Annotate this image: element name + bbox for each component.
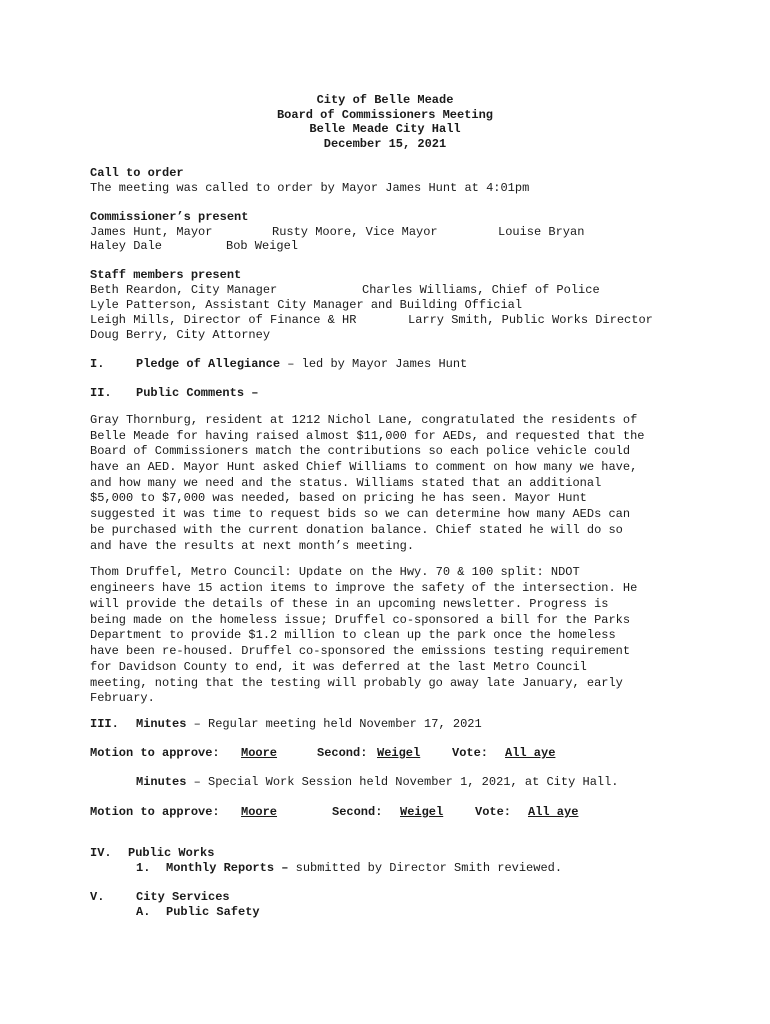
paragraph-line: $5,000 to $7,000 was needed, based on pricing he has seen. Mayor Hunt [90,491,587,505]
motion-vote-label: Vote: [475,805,512,819]
commissioner-name: Haley Dale [90,239,163,253]
header-meeting: Board of Commissioners Meeting [276,108,494,122]
paragraph-line: Belle Meade for having raised almost $11,000 for AEDs, and requested that the [90,429,645,443]
motion-mover: Moore [241,805,278,819]
call-to-order-text: The meeting was called to order by Mayor James Hunt at 4:01pm [90,181,530,195]
paragraph-line: will provide the details of these in an upcoming newsletter. Progress is [90,597,609,611]
minutes-sub-line [136,775,619,790]
minutes-line [136,717,482,732]
paragraph-line: have an AED. Mayor Hunt asked Chief Williams to comment on how many we have, [90,460,638,474]
subsection-number: A. [136,905,151,919]
subsection-title: Public Safety [166,905,260,919]
section-number: IV. [90,846,112,860]
header-city: City of Belle Meade [316,93,454,107]
paragraph-line: February. [90,691,155,705]
minutes-sub-title: Minutes [136,775,187,789]
header-location: Belle Meade City Hall [309,122,461,136]
minutes-sub-text: – Special Work Session held November 1, 2021, at City Hall. [186,775,619,789]
motion-second-label: Second: [317,746,368,760]
motion-mover: Moore [241,746,278,760]
section-number: V. [90,890,105,904]
section-number: II. [90,386,112,400]
commissioner-name: Rusty Moore, Vice Mayor [272,225,438,239]
commissioners-heading: Commissioner’s present [90,210,249,224]
section-number: III. [90,717,119,731]
staff-name: Charles Williams, Chief of Police [362,283,600,297]
section-title: Public Comments – [136,386,259,400]
paragraph-line: for Davidson County to end, it was deferred at the last Metro Council [90,660,587,674]
paragraph-line: being made on the homeless issue; Druffel co-sponsored a bill for the Parks [90,613,631,627]
call-to-order-heading: Call to order [90,166,184,180]
motion-vote: All aye [505,746,556,760]
staff-name: Doug Berry, City Attorney [90,328,271,342]
section-title: Minutes [136,717,187,731]
paragraph-line: Gray Thornburg, resident at 1212 Nichol Lane, congratulated the residents of [90,413,638,427]
motion-second: Weigel [377,746,421,760]
staff-name: Leigh Mills, Director of Finance & HR [90,313,357,327]
paragraph-line: Thom Druffel, Metro Council: Update on the Hwy. 70 & 100 split: NDOT [90,565,580,579]
item-title: Monthly Reports – [166,861,289,875]
pledge-line [136,357,467,372]
section-title: Public Works [128,846,215,860]
motion-second-label: Second: [332,805,383,819]
paragraph-line: be purchased with the current donation balance. Chief stated he will do so [90,523,623,537]
motion-label: Motion to approve: [90,805,220,819]
paragraph-line: and have the results at next month’s meeting. [90,539,415,553]
staff-name: Larry Smith, Public Works Director [408,313,653,327]
section-title: City Services [136,890,230,904]
paragraph-line: Department to provide $1.2 million to clean up the park once the homeless [90,628,616,642]
item-number: 1. [136,861,151,875]
item-text: submitted by Director Smith reviewed. [288,861,563,875]
commissioner-name: Louise Bryan [498,225,585,239]
paragraph-line: Board of Commissioners match the contributions so each police vehicle could [90,444,631,458]
commissioner-name: Bob Weigel [226,239,299,253]
section-number: I. [90,357,105,371]
motion-label: Motion to approve: [90,746,220,760]
item-line [166,861,562,876]
motion-vote-label: Vote: [452,746,489,760]
header-date: December 15, 2021 [323,137,447,151]
motion-vote: All aye [528,805,579,819]
paragraph-line: have been re-housed. Druffel co-sponsored the emissions testing requirement [90,644,631,658]
paragraph-line: and how many we need and the status. Williams stated that an additional [90,476,602,490]
section-text: – led by Mayor James Hunt [280,357,468,371]
paragraph-line: engineers have 15 action items to improve the safety of the intersection. He [90,581,638,595]
commissioner-name: James Hunt, Mayor [90,225,213,239]
paragraph-line: meeting, noting that the testing will probably go away late January, early [90,676,623,690]
section-text: – Regular meeting held November 17, 2021 [186,717,482,731]
motion-second: Weigel [400,805,444,819]
section-title: Pledge of Allegiance [136,357,281,371]
staff-heading: Staff members present [90,268,242,282]
staff-name: Beth Reardon, City Manager [90,283,278,297]
paragraph-line: suggested it was time to request bids so we can determine how many AEDs can [90,507,631,521]
staff-name: Lyle Patterson, Assistant City Manager and Building Official [90,298,523,312]
